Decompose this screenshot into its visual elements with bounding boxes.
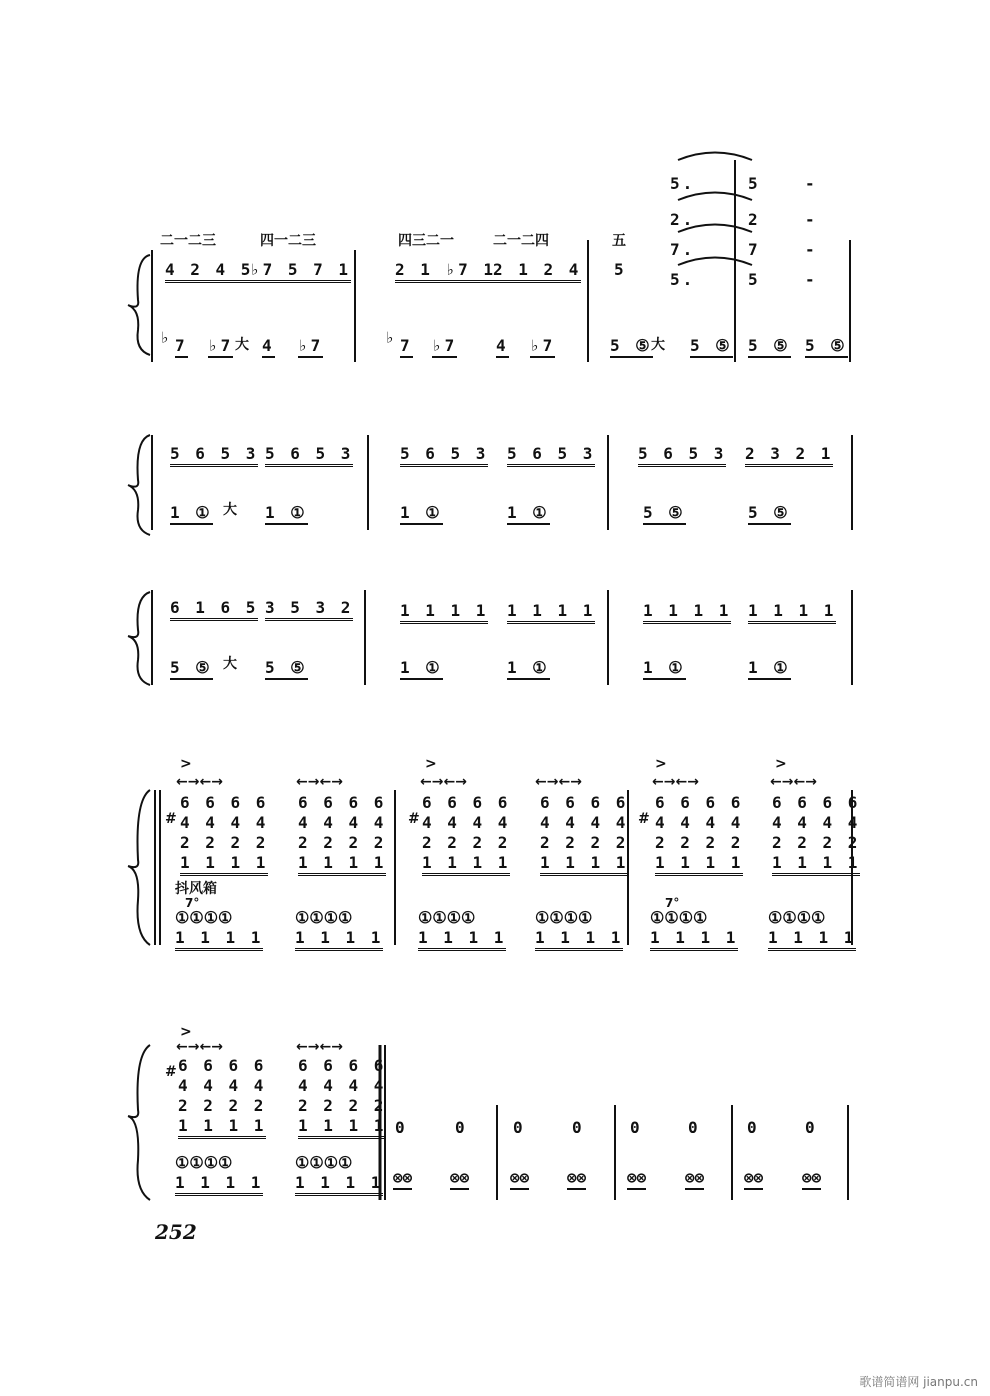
flat: ♭ [385, 328, 398, 347]
note: ♭7 [432, 338, 457, 358]
sharp: # [165, 1064, 177, 1080]
bass-row: 1 1 1 1 [295, 930, 383, 951]
bass-row: 1 1 1 1 [418, 930, 506, 951]
accent-mark: > [180, 1024, 192, 1040]
note-group: 5 6 5 3 [265, 446, 353, 467]
note: 5 ⑤ [748, 338, 791, 358]
chord-row: 2 2 2 2 [298, 833, 387, 852]
crossed-notes: ⊗⊗ [510, 1170, 529, 1190]
chord-row: 1 1 1 1 [298, 855, 386, 876]
note-group: 5 6 5 3 [507, 446, 595, 467]
note: 5. [670, 174, 696, 193]
note: 7 [175, 338, 188, 358]
rest-dash: - [805, 174, 818, 193]
note-group: 1 1 1 1 [507, 603, 595, 624]
bellows-arrows: ←→←→ [420, 774, 467, 790]
bass-group [768, 910, 856, 951]
fingering: 二一二三 [160, 233, 216, 249]
bellows-arrows: ←→←→ [770, 774, 817, 790]
rest: 0 [805, 1118, 818, 1137]
bass-group [535, 910, 623, 951]
note: 4 [496, 338, 509, 358]
rest-dash: - [805, 240, 818, 259]
bellows-arrows: ←→←→ [652, 774, 699, 790]
note: 7. [670, 240, 696, 259]
note: 5 [748, 174, 761, 193]
note: 4 [262, 338, 275, 358]
chord-row: 1 1 1 1 [422, 855, 510, 876]
fingering: 四三二一 [398, 233, 454, 249]
chord-row: 1 1 1 1 [180, 855, 268, 876]
chord-row: 4 4 4 4 [655, 813, 744, 832]
rest: 0 [513, 1118, 526, 1137]
note: 2. [670, 210, 696, 229]
note-group: 1 1 1 1 [400, 603, 488, 624]
chord [772, 795, 860, 876]
note-group: 1 1 1 1 [748, 603, 836, 624]
crossed-notes: ⊗⊗ [802, 1170, 821, 1190]
bellows-arrows: ←→←→ [296, 1039, 343, 1055]
bass-row: 1 1 1 1 [650, 930, 738, 951]
bass-row: 1 1 1 1 [295, 1175, 383, 1196]
bass-row: ①①①① [650, 908, 708, 927]
chord-row: 2 2 2 2 [655, 833, 744, 852]
chord-row: 6 6 6 6 [422, 793, 511, 812]
chord-row: 6 6 6 6 [540, 793, 629, 812]
bellows-arrows: ←→←→ [535, 774, 582, 790]
rest: 0 [630, 1118, 643, 1137]
crossed-notes: ⊗⊗ [685, 1170, 704, 1190]
note-group: 2 1 ♭7 1 [395, 262, 496, 283]
chord-row: 4 4 4 4 [772, 813, 861, 832]
chord-row: 6 6 6 6 [772, 793, 861, 812]
bass-row: ①①①① [175, 908, 233, 927]
bass-group [418, 910, 506, 951]
fingering: 二一二四 [493, 233, 549, 249]
bass-row: 1 1 1 1 [535, 930, 623, 951]
accent-mark: > [775, 756, 787, 772]
bass-row: ①①①① [295, 908, 353, 927]
note: 1 ① [748, 660, 791, 680]
note-group: 2 1 2 4 [493, 262, 581, 283]
fingering: 五 [612, 233, 626, 249]
note: 5 ⑤ [748, 505, 791, 525]
crossed-notes: ⊗⊗ [450, 1170, 469, 1190]
note: 1 ① [400, 505, 443, 525]
accent-mark: > [425, 756, 437, 772]
note-group: 5 6 5 3 [400, 446, 488, 467]
note: 5 [748, 270, 761, 289]
page-number: 252 [155, 1220, 197, 1244]
marker: 大 [223, 656, 237, 672]
rest: 0 [455, 1118, 468, 1137]
note: 7 [400, 338, 413, 358]
rest: 0 [688, 1118, 701, 1137]
chord-row: 1 1 1 1 [178, 1118, 266, 1139]
chord-row: 4 4 4 4 [540, 813, 629, 832]
bass-row: ①①①① [418, 908, 476, 927]
note: ♭7 [530, 338, 555, 358]
crossed-notes: ⊗⊗ [627, 1170, 646, 1190]
accent-mark: > [180, 756, 192, 772]
chord-row: 4 4 4 4 [422, 813, 511, 832]
note-group: 1 1 1 1 [643, 603, 731, 624]
rest: 0 [747, 1118, 760, 1137]
note: 1 ① [507, 660, 550, 680]
note: 7 [748, 240, 761, 259]
bass-row: ①①①① [768, 908, 826, 927]
sharp: # [638, 811, 650, 827]
chord-row: 6 6 6 6 [180, 793, 269, 812]
chord [298, 1058, 386, 1139]
chord-row: 1 1 1 1 [298, 1118, 386, 1139]
bass-group [175, 910, 263, 951]
bass-row: ①①①① [295, 1153, 353, 1172]
note-group: 5 6 5 3 [170, 446, 258, 467]
crossed-notes: ⊗⊗ [567, 1170, 586, 1190]
sharp: # [408, 811, 420, 827]
note: ♭7 [298, 338, 323, 358]
crossed-notes: ⊗⊗ [393, 1170, 412, 1190]
note: 1 ① [265, 505, 308, 525]
chord-row: 2 2 2 2 [772, 833, 861, 852]
note: 5 ⑤ [610, 338, 653, 358]
bass-row: 1 1 1 1 [768, 930, 856, 951]
bellows-arrows: ←→←→ [296, 774, 343, 790]
bass-row: ①①①① [175, 1153, 233, 1172]
crossed-notes: ⊗⊗ [744, 1170, 763, 1190]
marker: 大 [235, 337, 249, 353]
marker: 大 [223, 502, 237, 518]
note: 5. [670, 270, 696, 289]
rest-dash: - [805, 270, 818, 289]
rest: 0 [395, 1118, 408, 1137]
note: 5 [614, 260, 627, 279]
note: 1 ① [507, 505, 550, 525]
note-group: 4 2 4 5 [165, 262, 253, 283]
chord-row: 1 1 1 1 [655, 855, 743, 876]
chord-row: 4 4 4 4 [180, 813, 269, 832]
bass-group [650, 910, 738, 951]
chord [180, 795, 268, 876]
chord-row: 4 4 4 4 [298, 1076, 387, 1095]
note-group: 5 6 5 3 [638, 446, 726, 467]
chord [298, 795, 386, 876]
chord-row: 1 1 1 1 [772, 855, 860, 876]
chord [540, 795, 628, 876]
chord-row: 6 6 6 6 [655, 793, 744, 812]
bellows-arrows: ←→←→ [176, 1039, 223, 1055]
rest-dash: - [805, 210, 818, 229]
chord [422, 795, 510, 876]
watermark: 歌谱简谱网 jianpu.cn [859, 1375, 978, 1389]
note: 1 ① [400, 660, 443, 680]
chord [655, 795, 743, 876]
accent-mark: > [655, 756, 667, 772]
bass-group [295, 910, 383, 951]
chord-row: 4 4 4 4 [298, 813, 387, 832]
chord-row: 6 6 6 6 [178, 1056, 267, 1075]
bass-group [175, 1155, 263, 1196]
mark: 7° [185, 896, 200, 910]
chord-row: 2 2 2 2 [180, 833, 269, 852]
chord-row: 2 2 2 2 [540, 833, 629, 852]
note: 5 ⑤ [170, 660, 213, 680]
note-group: 2 3 2 1 [745, 446, 833, 467]
chord-row: 2 2 2 2 [178, 1096, 267, 1115]
bass-row: 1 1 1 1 [175, 930, 263, 951]
note: 2 [748, 210, 761, 229]
bass-row: ①①①① [535, 908, 593, 927]
rest: 0 [572, 1118, 585, 1137]
note-group: 6 1 6 5 [170, 600, 258, 621]
bass-group [295, 1155, 383, 1196]
flat: ♭ [160, 328, 173, 347]
chord-row: 6 6 6 6 [298, 1056, 387, 1075]
note: ♭7 [208, 338, 233, 358]
note-group: 3 5 3 2 [265, 600, 353, 621]
note: 5 ⑤ [805, 338, 848, 358]
note: 5 ⑤ [690, 338, 733, 358]
chord-row: 2 2 2 2 [422, 833, 511, 852]
bellows-arrows: ←→←→ [176, 774, 223, 790]
bass-row: 1 1 1 1 [175, 1175, 263, 1196]
chord-row: 2 2 2 2 [298, 1096, 387, 1115]
sharp: # [165, 811, 177, 827]
chord-row: 6 6 6 6 [298, 793, 387, 812]
chord-row: 4 4 4 4 [178, 1076, 267, 1095]
note: 5 ⑤ [643, 505, 686, 525]
marker: 大 [651, 337, 665, 353]
note-group: ♭7 5 7 1 [250, 262, 351, 283]
chord-row: 1 1 1 1 [540, 855, 628, 876]
technique-label: 抖风箱 [175, 881, 217, 897]
note: 1 ① [170, 505, 213, 525]
note: 1 ① [643, 660, 686, 680]
chord [178, 1058, 266, 1139]
note: 5 ⑤ [265, 660, 308, 680]
fingering: 四一二三 [260, 233, 316, 249]
mark: 7° [665, 896, 680, 910]
